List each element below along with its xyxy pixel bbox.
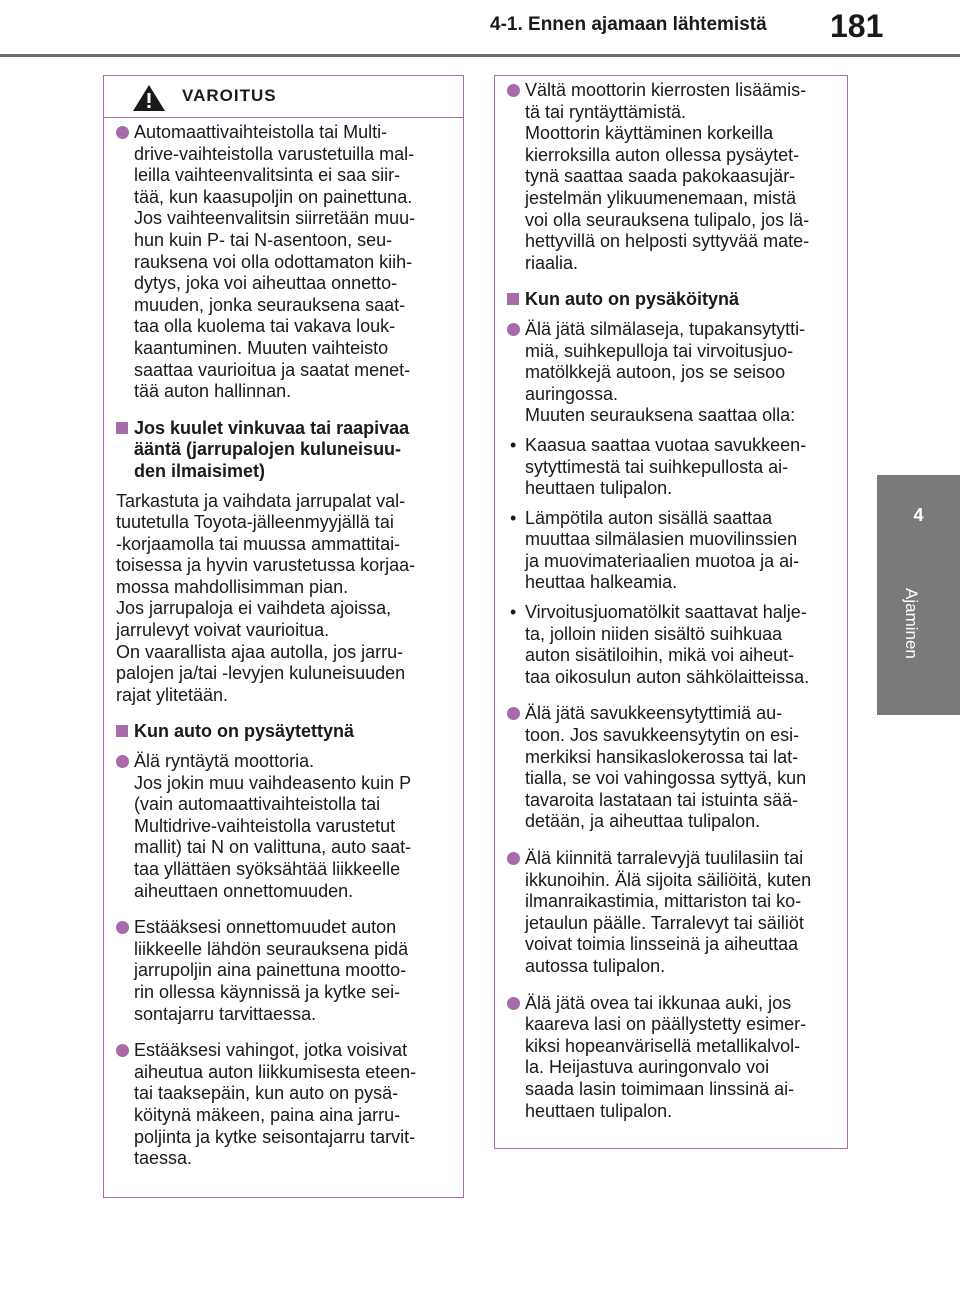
dash-text: Lämpötila auton sisällä saattaa muuttaa silmälasien muovilinssien ja muovimateriaalien muotoa ja ai- heuttaa halkeamia. (525, 507, 800, 593)
list-item (116, 917, 449, 1025)
bullet-text: Estääksesi onnettomuudet auton liikkeelle lähdön seurauksena pidä jarrupoljin aina painettuna mootto- rin ollessa käynnissä ja kytke sei- sontajarru tarvittaessa. (134, 917, 409, 1024)
paragraph: Tarkastuta ja vaihdata jarrupalat val- tuutetulla Toyota-jälleenmyyjällä tai -korjaamolla tai muussa ammattitai- toisessa ja hyvin varustetussa korjaa- mossa mahdollisimman pian. Jos jarrupaloja ei vaihdeta ajoissa, jarrulevyt voivat vaurioitua. On vaarallista ajaa autolla, jos jarru- palojen ja/tai -levyjen kuluneisuuden rajat ylitetään. (116, 490, 416, 705)
square-bullet-icon (507, 293, 519, 305)
bullet-text: Vältä moottorin kierrosten lisäämis- tä tai ryntäyttämistä. Moottorin käyttäminen korkeilla kierroksilla auton ollessa pysäytet- tynä saattaa saada pakokaasujär- jestelmän ylikuumenemaan, mistä voi olla seurauksena tulipalo, jos lä- hettyvillä on helposti syttyvää mate- riaalia. (525, 80, 810, 273)
bullet-text: Älä ryntäytä moottoria. Jos jokin muu vaihdeasento kuin P (vain automaattivaihteistolla tai Multidrive-vaihteistolla varustetut mallit) tai N on valittuna, auto saat- taa yllättäen syöksähtää liikkeelle aiheuttaen onnettomuuden. (134, 751, 412, 901)
bullet-dot-icon (507, 707, 520, 720)
bullet-text: Automaattivaihteistolla tai Multi- drive-vaihteistolla varustetuilla mal- leilla vaihteenvalitsinta ei saa siir- tää, kun kaasupoljin on painettuna. Jos vaihteenvalitsin siirretään muu- hun kuin P- tai N-asentoon, seu- rauksena voi olla odottamaton kiih- dytys, joka voi aiheuttaa onnetto- muuden, jonka seurauksena saat- taa olla kuolema tai vakava louk- kaantuminen. Muuten vaihteisto saattaa vaurioitua ja saatat menet- tää auton hallinnan. (134, 122, 416, 402)
bullet-text: Estääksesi vahingot, jotka voisivat aiheutua auton liikkumisesta eteen- tai taaksepäin, kun auto on pysä- köitynä mäkeen, paina aina jarru- poljinta ja kytke seisontajarru tarvit- taessa. (134, 1040, 417, 1169)
bullet-dot-icon (507, 852, 520, 865)
bullet-point-icon: • (510, 507, 517, 528)
bullet-text: Älä jätä savukkeensytyttimiä au- toon. Jos savukkeensytytin on esi- merkiksi hansikaslokerossa tai lat- tialla, se voi vahingossa syttyä, kun tavaroita lastataan tai istuinta sää- detään, ja aiheuttaa tulipalon. (525, 703, 807, 832)
subheading (116, 721, 449, 743)
bullet-dot-icon (116, 921, 129, 934)
header-rule (0, 54, 960, 57)
bullet-dot-icon (116, 755, 129, 768)
bullet-text: Älä kiinnitä tarralevyjä tuulilasiin tai ikkunoihin. Älä sijoita säiliöitä, kuten ilmanraikastimia, mittariston tai ko- jetaulun päälle. Tarralevyt tai säiliöt voivat toimia linsseinä ja aiheuttaa autossa tulipalon. (525, 848, 812, 976)
dash-text: Kaasua saattaa vuotaa savukkeen- sytyttimestä tai suihkepullosta ai- heuttaen tulipalon. (525, 434, 807, 499)
subheading-text: Kun auto on pysäytettynä (134, 721, 355, 742)
bullet-dot-icon (116, 126, 129, 139)
page-number: 181 (830, 8, 884, 44)
bullet-dot-icon (507, 997, 520, 1010)
bullet-dot-icon (116, 1044, 129, 1057)
dash-item (507, 602, 833, 688)
subheading (116, 418, 449, 483)
section-title: 4-1. Ennen ajamaan lähtemistä (490, 14, 767, 35)
list-item (507, 848, 833, 978)
square-bullet-icon (116, 422, 128, 434)
warning-triangle-icon (132, 84, 166, 112)
chapter-number: 4 (913, 505, 924, 525)
warning-content-left (104, 122, 463, 1185)
bullet-dot-icon (507, 84, 520, 97)
warning-box-right (494, 75, 848, 1149)
bullet-point-icon: • (510, 434, 517, 455)
list-item (507, 993, 833, 1123)
list-item (507, 319, 833, 427)
bullet-text: Älä jätä ovea tai ikkunaa auki, jos kaareva lasi on päällystetty esimer- kiksi hopeanvärisellä metallikalvol- la. Heijastuva auringonvalo voi saada lasin toimimaan linssinä ai- heuttaen tulipalon. (525, 992, 807, 1121)
chapter-label: Ajaminen (902, 588, 921, 659)
warning-box-left (103, 75, 464, 1198)
subheading-text: Kun auto on pysäköitynä (525, 289, 740, 310)
bullet-text: Älä jätä silmälaseja, tupakansytytti- miä, suihkepulloja tai virvoitusjuo- matölkkejä autoon, jos se seisoo auringossa. Muuten seurauksena saattaa olla: (525, 318, 806, 426)
list-item (116, 1040, 449, 1170)
warning-header (104, 76, 463, 118)
bullet-dot-icon (507, 323, 520, 336)
list-item (116, 751, 449, 902)
dash-item (507, 508, 833, 594)
dash-item (507, 435, 833, 500)
list-item (116, 122, 449, 403)
subheading-text: Jos kuulet vinkuvaa tai raapivaa ääntä (jarrupalojen kuluneisuu- den ilmaisimet) (134, 417, 410, 481)
dash-text: Virvoitusjuomatölkit saattavat halje- ta, jolloin niiden sisältö suihkuaa auton sisätiloihin, mikä voi aiheut- taa oikosulun auton sähkölaitteissa. (525, 602, 810, 687)
warning-content-right (495, 80, 847, 1137)
list-item (507, 703, 833, 833)
warning-title: VAROITUS (182, 86, 277, 105)
subheading (507, 289, 833, 311)
list-item (507, 80, 833, 274)
square-bullet-icon (116, 725, 128, 737)
bullet-point-icon: • (510, 602, 517, 623)
